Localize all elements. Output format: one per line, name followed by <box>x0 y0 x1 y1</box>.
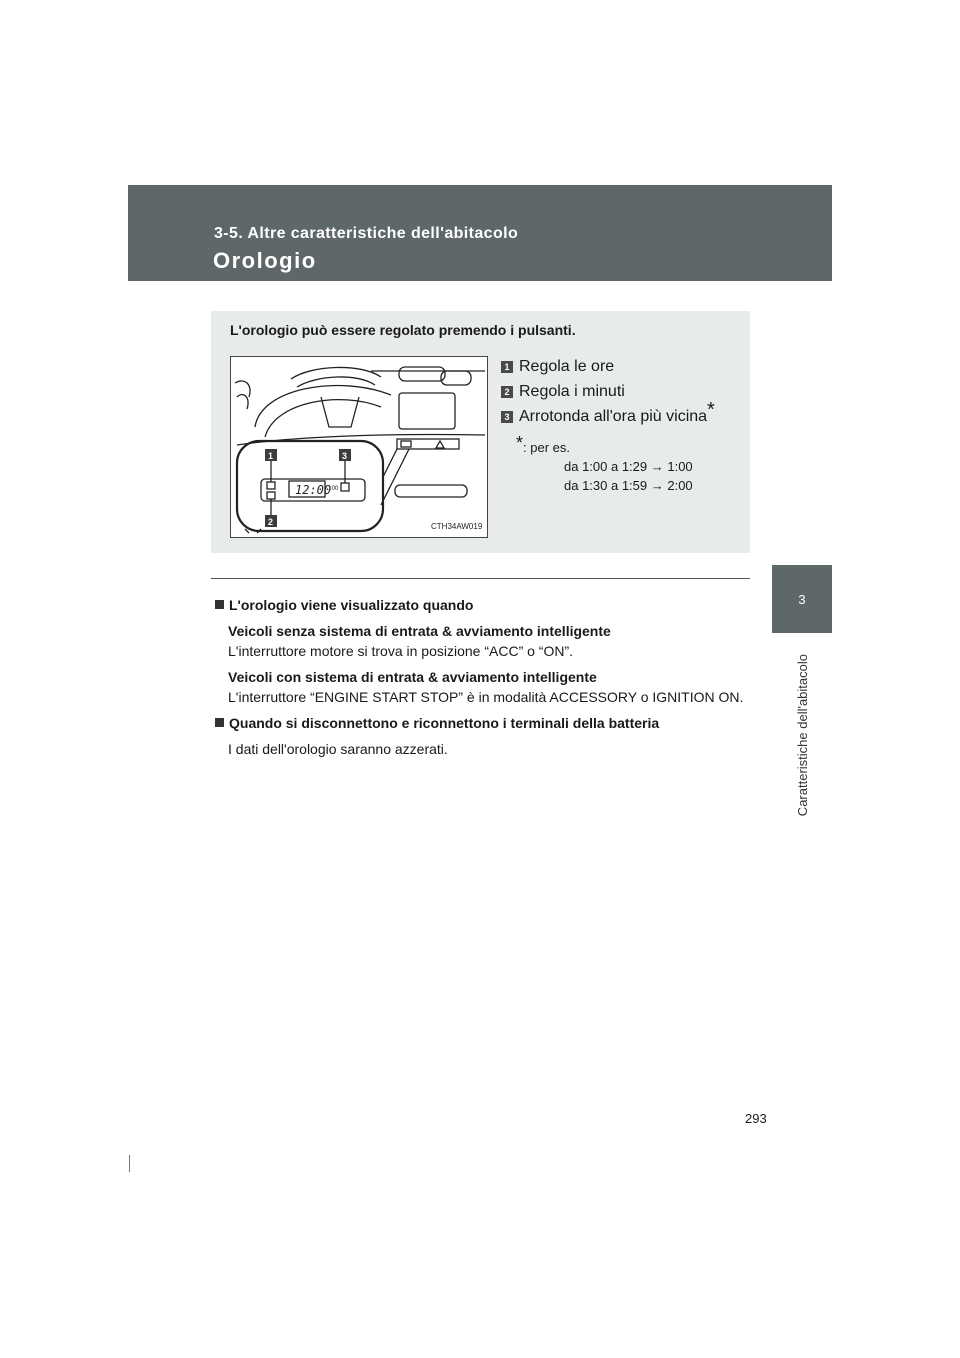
chapter-label <box>759 640 845 830</box>
square-bullet-icon <box>215 718 224 727</box>
section-divider <box>211 578 750 579</box>
dashboard-drawing <box>231 357 487 537</box>
illustration-code: CTH34AW019 <box>431 522 483 531</box>
square-bullet-icon <box>215 600 224 609</box>
page-number: 293 <box>745 1111 767 1126</box>
condition-text: I dati dell'orologio saranno azzerati. <box>228 741 448 757</box>
body-content <box>215 595 745 765</box>
info-intro: L'orologio può essere regolato premendo i pulsanti. <box>230 322 576 338</box>
step-item <box>501 399 715 429</box>
condition-text: L'interruttore motore si trova in posizione “ACC” o “ON”. <box>228 643 574 659</box>
step-text: Regola i minuti <box>519 382 625 400</box>
chapter-label-text: Caratteristiche dell'abitacolo <box>794 653 810 817</box>
section-header <box>128 185 832 281</box>
steps-list <box>501 354 715 429</box>
chapter-tab <box>772 565 832 633</box>
footnote-mark: * <box>516 433 524 453</box>
step-number: 1 <box>501 361 513 373</box>
subheading-text: Quando si disconnettono e riconnettono i terminali della batteria <box>229 715 660 731</box>
clock-display: 12:00 <box>295 483 332 497</box>
subheading-text: L'orologio viene visualizzato quando <box>229 597 474 613</box>
footnote-lead: : per es. <box>523 440 570 455</box>
condition-label: Veicoli con sistema di entrata & avviamento intelligente <box>228 669 597 685</box>
step-text: Arrotonda all'ora più vicina <box>519 407 708 425</box>
callout-1: 1 <box>268 451 274 461</box>
footnote-example: da 1:00 a 1:29 → 1:00 <box>564 459 693 474</box>
info-box <box>211 311 750 553</box>
svg-text::00: :00 <box>330 486 339 492</box>
step-number: 3 <box>501 411 513 423</box>
step-item <box>501 379 715 404</box>
chapter-number: 3 <box>798 591 806 607</box>
condition-label: Veicoli senza sistema di entrata & avviamento intelligente <box>228 623 611 639</box>
footnote-example: da 1:30 a 1:59 → 2:00 <box>564 478 693 493</box>
callout-2: 2 <box>268 517 274 527</box>
footnote-star: * <box>707 399 715 421</box>
callout-3: 3 <box>342 451 348 461</box>
section-label: 3-5. Altre caratteristiche dell'abitacolo <box>214 225 519 242</box>
step-number: 2 <box>501 386 513 398</box>
step-item <box>501 354 715 379</box>
subheading <box>215 595 745 615</box>
dashboard-illustration <box>230 356 488 538</box>
step-text: Regola le ore <box>519 357 615 375</box>
margin-mark <box>129 1155 130 1172</box>
condition-text: L'interruttore “ENGINE START STOP” è in modalità ACCESSORY o IGNITION ON. <box>228 689 744 705</box>
footnote <box>516 433 693 495</box>
page-title: Orologio <box>213 248 317 273</box>
subheading <box>215 713 745 733</box>
